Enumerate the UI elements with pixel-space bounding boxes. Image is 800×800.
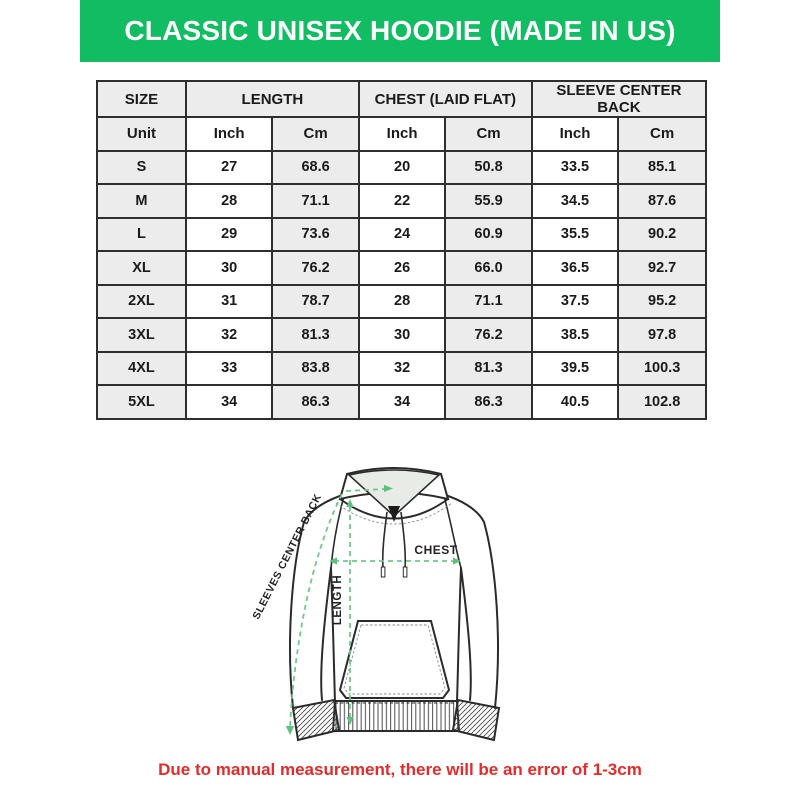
drawstring-right xyxy=(401,512,405,568)
size-chart xyxy=(96,80,707,420)
value-cell: 35.5 xyxy=(532,218,618,252)
size-cell: 4XL xyxy=(97,352,186,386)
value-cell: 90.2 xyxy=(618,218,706,252)
size-cell: S xyxy=(97,151,186,185)
value-cell: 76.2 xyxy=(445,318,531,352)
size-cell: 2XL xyxy=(97,285,186,319)
table-group-header-row xyxy=(97,81,706,117)
length-label: LENGTH xyxy=(332,574,344,626)
value-cell: 92.7 xyxy=(618,251,706,285)
table-row xyxy=(97,385,706,419)
value-cell: 28 xyxy=(359,285,445,319)
right-cuff xyxy=(453,700,499,740)
size-cell: 5XL xyxy=(97,385,186,419)
drawstring-left xyxy=(383,512,387,568)
value-cell: 73.6 xyxy=(272,218,358,252)
value-cell: 40.5 xyxy=(532,385,618,419)
table-row xyxy=(97,151,706,185)
table-unit-row xyxy=(97,117,706,151)
hoodie-illustration xyxy=(250,450,542,756)
unit-inch: Inch xyxy=(186,117,272,151)
value-cell: 38.5 xyxy=(532,318,618,352)
table-row xyxy=(97,285,706,319)
value-cell: 87.6 xyxy=(618,184,706,218)
value-cell: 37.5 xyxy=(532,285,618,319)
value-cell: 22 xyxy=(359,184,445,218)
value-cell: 34 xyxy=(359,385,445,419)
unit-inch: Inch xyxy=(359,117,445,151)
size-table xyxy=(96,80,707,420)
table-row xyxy=(97,251,706,285)
value-cell: 33.5 xyxy=(532,151,618,185)
value-cell: 86.3 xyxy=(445,385,531,419)
value-cell: 60.9 xyxy=(445,218,531,252)
value-cell: 34.5 xyxy=(532,184,618,218)
value-cell: 68.6 xyxy=(272,151,358,185)
column-header-length: LENGTH xyxy=(186,81,359,117)
table-row xyxy=(97,318,706,352)
size-cell: L xyxy=(97,218,186,252)
value-cell: 50.8 xyxy=(445,151,531,185)
value-cell: 81.3 xyxy=(272,318,358,352)
size-cell: XL xyxy=(97,251,186,285)
unit-cm: Cm xyxy=(272,117,358,151)
page-title: CLASSIC UNISEX HOODIE (MADE IN US) xyxy=(124,15,676,46)
kangaroo-pocket xyxy=(340,621,449,698)
unit-inch: Inch xyxy=(532,117,618,151)
value-cell: 66.0 xyxy=(445,251,531,285)
value-cell: 100.3 xyxy=(618,352,706,386)
hem-band xyxy=(333,701,459,731)
column-header-sleeve: SLEEVE CENTER BACK xyxy=(532,81,706,117)
value-cell: 81.3 xyxy=(445,352,531,386)
value-cell: 32 xyxy=(359,352,445,386)
value-cell: 86.3 xyxy=(272,385,358,419)
title-banner xyxy=(80,0,720,62)
value-cell: 97.8 xyxy=(618,318,706,352)
value-cell: 32 xyxy=(186,318,272,352)
table-row xyxy=(97,352,706,386)
value-cell: 33 xyxy=(186,352,272,386)
hoodie-measurement-diagram xyxy=(250,450,542,756)
table-row xyxy=(97,184,706,218)
unit-cm: Cm xyxy=(618,117,706,151)
value-cell: 71.1 xyxy=(272,184,358,218)
footer-note: Due to manual measurement, there will be an error of 1-3cm xyxy=(158,760,642,779)
value-cell: 85.1 xyxy=(618,151,706,185)
sleeve-label: SLEEVES CENTER BACK xyxy=(250,491,325,622)
value-cell: 55.9 xyxy=(445,184,531,218)
value-cell: 29 xyxy=(186,218,272,252)
value-cell: 30 xyxy=(186,251,272,285)
value-cell: 34 xyxy=(186,385,272,419)
value-cell: 27 xyxy=(186,151,272,185)
drawcord-eyelet xyxy=(388,506,400,522)
value-cell: 83.8 xyxy=(272,352,358,386)
value-cell: 30 xyxy=(359,318,445,352)
unit-cm: Cm xyxy=(445,117,531,151)
column-header-size: SIZE xyxy=(97,81,186,117)
value-cell: 31 xyxy=(186,285,272,319)
value-cell: 36.5 xyxy=(532,251,618,285)
value-cell: 102.8 xyxy=(618,385,706,419)
left-cuff xyxy=(293,700,339,740)
value-cell: 20 xyxy=(359,151,445,185)
value-cell: 78.7 xyxy=(272,285,358,319)
chest-label: CHEST xyxy=(414,543,458,557)
value-cell: 39.5 xyxy=(532,352,618,386)
unit-label: Unit xyxy=(97,117,186,151)
value-cell: 26 xyxy=(359,251,445,285)
value-cell: 24 xyxy=(359,218,445,252)
table-row xyxy=(97,218,706,252)
value-cell: 71.1 xyxy=(445,285,531,319)
value-cell: 95.2 xyxy=(618,285,706,319)
size-cell: 3XL xyxy=(97,318,186,352)
column-header-chest: CHEST (LAID FLAT) xyxy=(359,81,532,117)
size-cell: M xyxy=(97,184,186,218)
value-cell: 28 xyxy=(186,184,272,218)
value-cell: 76.2 xyxy=(272,251,358,285)
